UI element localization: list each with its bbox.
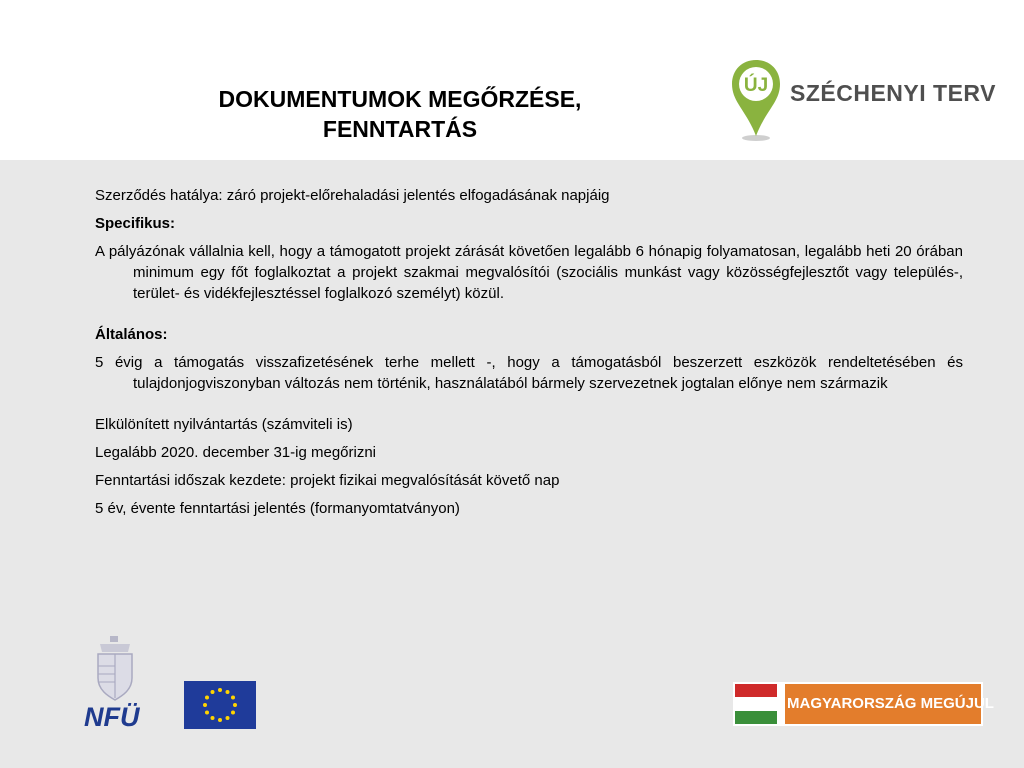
altalanos-paragraph: 5 évig a támogatás visszafizetésének terhe mellett -, hogy a támogatásból beszerzett eszközök rendeltetésében és tulajdonjogviszonyban változás nem történik, használatából bármely szervezetnek jogtalan előnye nem származik: [95, 354, 963, 392]
page-title: [160, 84, 640, 144]
list-item: Fenntartási időszak kezdete: projekt fizikai megvalósítását követő nap: [95, 472, 560, 489]
logo-badge-text: ÚJ: [743, 75, 769, 96]
nfu-text: NFÜ: [84, 702, 140, 732]
location-pin-icon: [730, 58, 790, 144]
coat-of-arms-icon: [82, 634, 148, 704]
contract-validity-text: Szerződés hatálya: záró projekt-előrehaladási jelentés elfogadásának napjáig: [95, 187, 610, 204]
main-content: [95, 185, 963, 526]
specifikus-heading: Specifikus:: [95, 215, 176, 232]
altalanos-heading: Általános:: [95, 326, 168, 343]
magyarorszag-megujul-logo: [733, 682, 994, 726]
eu-flag-icon: [184, 681, 256, 729]
slide-header: [0, 0, 1024, 160]
page-title-line1: DOKUMENTUMOK MEGŐRZÉSE,: [218, 86, 582, 112]
szechenyi-terv-logo: [730, 58, 996, 144]
logo-text: SZÉCHENYI TERV: [790, 80, 996, 106]
eu-flag-logo: [184, 681, 256, 729]
specifikus-paragraph: A pályázónak vállalnia kell, hogy a támogatott projekt zárását követően legalább 6 hónapig folyamatosan, legalább heti 20 órában minimum egy főt foglalkoztat a projekt szakmai megvalósítói (szociális munkást vagy közösségfejlesztőt vagy település-, terület- és vidékfejlesztéssel foglalkozó személyt) közül.: [95, 243, 963, 302]
list-item: Legalább 2020. december 31-ig megőrizni: [95, 444, 377, 461]
list-item: 5 év, évente fenntartási jelentés (formanyomtatványon): [95, 500, 460, 517]
magyarorszag-megujul-text: MAGYARORSZÁG MEGÚJUL: [787, 695, 994, 712]
nfu-logo: [82, 634, 148, 734]
list-item: Elkülönített nyilvántartás (számviteli is): [95, 416, 353, 433]
page-title-line2: FENNTARTÁS: [322, 116, 478, 142]
